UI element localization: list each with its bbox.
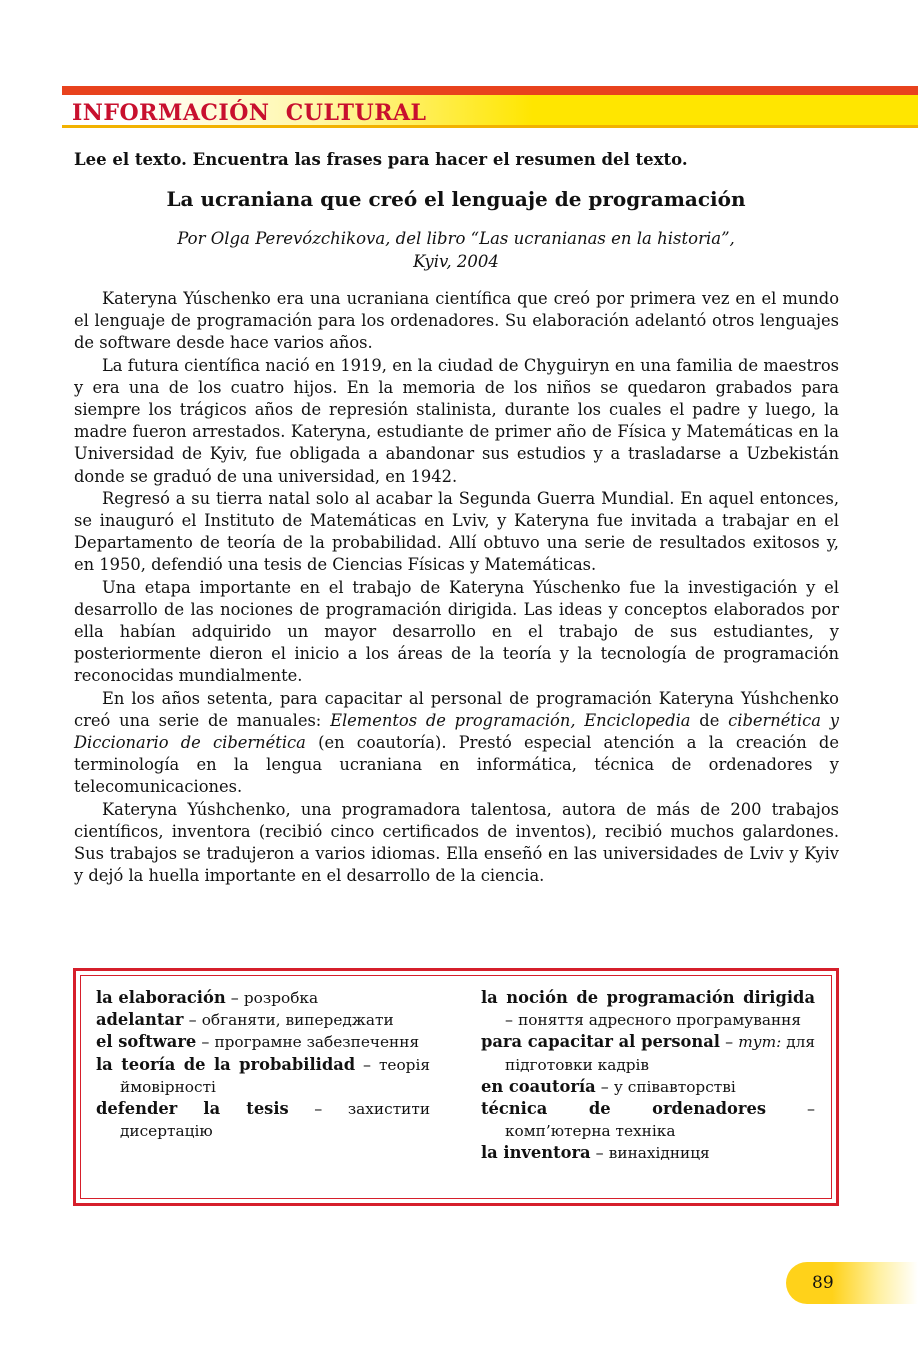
vocab-term: adelantar	[96, 1010, 184, 1030]
book-title-1: Elementos de programación, Enciclopedia	[330, 710, 691, 730]
book-title-2: cibernética y Diccionario de cibernética	[74, 710, 839, 753]
vocab-entry	[96, 1009, 430, 1031]
vocab-entry	[481, 987, 815, 1031]
vocab-entry	[96, 987, 430, 1009]
vocab-term: el software	[96, 1032, 197, 1052]
paragraph-5	[74, 688, 839, 799]
section-title: INFORMACIÓN CULTURAL	[72, 100, 427, 126]
byline-line-1: Por Olga Perevózchikova, del libro “Las ucranianas en la historia”,	[177, 229, 735, 248]
byline-line-2: Kyiv, 2004	[413, 252, 499, 271]
paragraph-2: La futura científica nació en 1919, en la ciudad de Chyguiryn en una familia de maestros y era una de los cuatro hijos. En la memoria de los niños se quedaron grabados para siempre los trágicos años de represión stalinista, durante los cuales el padre y luego, la madre fueron arrestados. Kateryna, estudiante de primer año de Física y Matemáticas en la Universidad de Kyiv, fue obligada a abandonar sus estudios y a trasladarse a Uzbekistán donde se graduó de una universidad, en 1942.	[74, 355, 839, 486]
vocabulary-column-left	[96, 987, 430, 1142]
vocab-translation: обганяти, випереджати	[201, 1011, 394, 1030]
vocab-translation: програмне забезпечення	[214, 1033, 420, 1052]
vocab-dash: –	[355, 1054, 379, 1074]
vocab-translation: розробка	[243, 989, 319, 1007]
vocab-dash: –	[288, 1099, 348, 1119]
paragraph-1: Kateryna Yúschenko era una ucraniana científica que creó por primera vez en el mundo el lenguaje de programación para los ordenadores. Su elaboración adelantó otros lenguajes de software desde hace varios años.	[74, 289, 839, 353]
vocab-term: la elaboración	[96, 988, 226, 1007]
vocab-dash: –	[505, 1010, 519, 1030]
vocab-translation: поняття адресного програмування	[518, 1011, 802, 1030]
vocab-term: la teoría de la probabilidad	[96, 1054, 356, 1074]
vocab-note: тут:	[738, 1033, 782, 1052]
vocab-translation: у співавторстві	[613, 1077, 736, 1096]
article-title: La ucraniana que creó el lenguaje de programación	[166, 187, 746, 211]
paragraph-3: Regresó a su tierra natal solo al acabar la Segunda Guerra Mundial. En aquel entonces, se inauguró el Instituto de Matemáticas en Lviv, y Kateryna fue invitada a trabajar en el Departamento de teoría de la probabilidad. Allí obtuvo una serie de resultados exitosos y, en 1950, defendió una tesis de Ciencias Físicas y Matemáticas.	[74, 488, 839, 575]
paragraph-4: Una etapa importante en el trabajo de Kateryna Yúschenko fue la investigación y el desarrollo de las nociones de programación dirigida. Las ideas y conceptos elaborados por ella habían adquirido un mayor desarrollo en el trabajo de sus estudiantes, y posteriormente dieron el inicio a los áreas de la teoría y la tecnología de programación reconocidas mundialmente.	[74, 577, 839, 686]
vocabulary-column-right	[481, 987, 815, 1165]
vocab-entry	[96, 1031, 430, 1053]
vocab-entry	[481, 1142, 815, 1164]
vocab-entry	[481, 1031, 815, 1075]
vocab-term: en coautoría	[481, 1076, 596, 1096]
paragraph-5-text-c: (en coautoría). Prestó especial atención a la creación de terminología en la lengua ucraniana en informática, técnica de ordenadores y telecomunicaciones.	[74, 733, 839, 797]
vocab-term: la inventora	[481, 1143, 591, 1163]
vocab-term: técnica de ordenadores	[481, 1099, 767, 1119]
vocab-entry	[481, 1098, 815, 1142]
vocab-translation: для підготовки кадрів	[505, 1033, 816, 1074]
vocab-dash: –	[766, 1099, 815, 1119]
vocab-translation: комп’ютерна техніка	[505, 1122, 676, 1141]
vocab-dash: –	[225, 988, 244, 1007]
vocab-translation: винахідниця	[608, 1144, 710, 1163]
section-banner	[62, 86, 918, 128]
vocab-term: para capacitar al personal	[481, 1032, 720, 1052]
vocab-entry	[96, 1054, 430, 1098]
paragraph-5-text-b: de	[690, 710, 729, 730]
page-number-tab	[786, 1262, 918, 1304]
paragraph-5-text-a: En los años setenta, para capacitar al personal de programación Kateryna Yúshchenko creó una serie de manuales:	[74, 688, 839, 730]
vocab-term: defender la tesis	[96, 1099, 289, 1119]
vocab-dash: –	[595, 1076, 614, 1096]
paragraph-6: Kateryna Yúshchenko, una programadora talentosa, autora de más de 200 trabajos científicos, inventora (recibió cinco certificados de inventos), recibió muchos galardones. Sus trabajos se tradujeron a varios idiomas. Ella enseñó en las universidades de Lviv y Kyiv y dejó la huella importante en el desarrollo de la ciencia.	[74, 799, 839, 886]
article-body	[74, 288, 839, 887]
vocab-entry	[96, 1098, 430, 1142]
vocab-dash: –	[590, 1143, 609, 1163]
article-byline	[74, 227, 838, 273]
page-number: 89	[812, 1273, 834, 1293]
vocab-entry	[481, 1076, 815, 1098]
vocab-dash: –	[183, 1010, 202, 1030]
vocab-term: la noción de programación dirigida	[481, 988, 815, 1007]
vocab-dash: –	[196, 1032, 215, 1052]
vocab-translation: захистити дисертацію	[120, 1100, 431, 1141]
vocab-dash: –	[720, 1032, 739, 1052]
vocab-translation: теорія ймовірності	[120, 1055, 430, 1096]
instruction-text: Lee el texto. Encuentra las frases para hacer el resumen del texto.	[74, 150, 688, 169]
vocabulary-box	[73, 968, 839, 1206]
